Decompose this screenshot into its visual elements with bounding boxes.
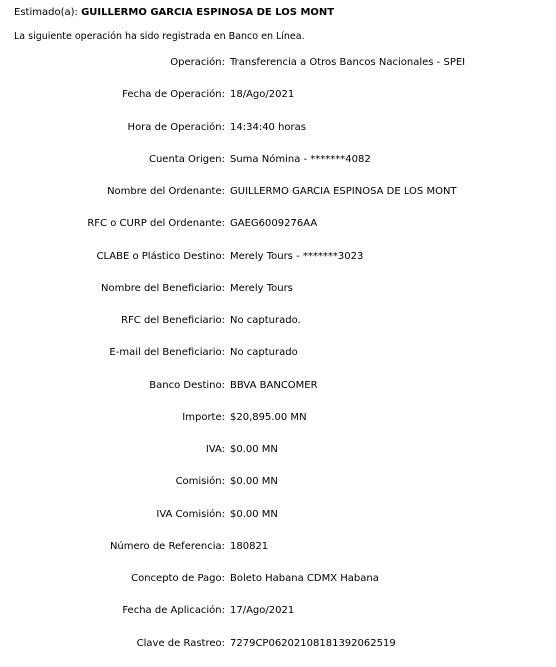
greeting-prefix: Estimado(a): xyxy=(14,7,78,18)
detail-label: RFC del Beneficiario: xyxy=(121,315,225,326)
intro-text: La siguiente operación ha sido registrada en Banco en Línea. xyxy=(14,31,305,42)
detail-value: Merely Tours - *******3023 xyxy=(230,250,364,262)
greeting-line xyxy=(14,6,334,20)
detail-label: Clave de Rastreo: xyxy=(136,637,225,649)
detail-row-concepto-pago xyxy=(0,570,556,602)
detail-label: Concepto de Pago: xyxy=(131,573,225,584)
detail-label: Hora de Operación: xyxy=(127,121,225,133)
detail-label: E-mail del Beneficiario: xyxy=(109,347,225,359)
detail-row-iva-comision xyxy=(0,506,556,538)
detail-value: $0.00 MN xyxy=(230,444,278,455)
customer-name: GUILLERMO GARCIA ESPINOSA DE LOS MONT xyxy=(81,7,335,18)
detail-row-rfc-beneficiario xyxy=(0,312,556,344)
detail-label: IVA Comisión: xyxy=(156,508,225,520)
detail-value: 14:34:40 horas xyxy=(230,121,306,133)
detail-row-fecha-aplicacion xyxy=(0,602,556,634)
detail-value: 18/Ago/2021 xyxy=(230,89,295,101)
detail-value: $0.00 MN xyxy=(230,476,278,488)
detail-label: Fecha de Operación: xyxy=(122,89,225,101)
detail-value: No capturado. xyxy=(230,315,301,326)
detail-row-cuenta-origen xyxy=(0,151,556,183)
detail-label: Nombre del Beneficiario: xyxy=(101,282,225,294)
detail-label: Comisión: xyxy=(175,476,225,488)
detail-row-email-beneficiario xyxy=(0,344,556,376)
detail-value: $20,895.00 MN xyxy=(230,411,307,423)
detail-value: GAEG6009276AA xyxy=(230,218,318,230)
detail-value: 17/Ago/2021 xyxy=(230,605,295,617)
detail-label: CLABE o Plástico Destino: xyxy=(96,250,225,262)
detail-value: BBVA BANCOMER xyxy=(230,379,318,391)
detail-row-hora-operacion xyxy=(0,119,556,151)
detail-value: $0.00 MN xyxy=(230,508,278,520)
detail-value: Boleto Habana CDMX Habana xyxy=(230,573,379,584)
detail-label: Fecha de Aplicación: xyxy=(122,605,225,617)
detail-row-operacion xyxy=(0,54,556,86)
detail-value: GUILLERMO GARCIA ESPINOSA DE LOS MONT xyxy=(230,186,457,197)
detail-row-importe xyxy=(0,409,556,441)
detail-value: Suma Nómina - *******4082 xyxy=(230,153,371,165)
detail-label: Número de Referencia: xyxy=(109,540,225,552)
detail-row-fecha-operacion xyxy=(0,86,556,118)
detail-row-rfc-ordenante xyxy=(0,215,556,247)
detail-row-nombre-ordenante xyxy=(0,183,556,215)
detail-value: 180821 xyxy=(230,540,269,552)
detail-label: Banco Destino: xyxy=(149,379,225,391)
detail-label: RFC o CURP del Ordenante: xyxy=(87,218,225,230)
detail-row-clabe-destino xyxy=(0,248,556,280)
detail-row-numero-referencia xyxy=(0,538,556,570)
detail-label: Importe: xyxy=(182,411,225,423)
detail-value: No capturado xyxy=(230,347,298,359)
detail-row-nombre-beneficiario xyxy=(0,280,556,312)
detail-row-comision xyxy=(0,473,556,505)
detail-row-clave-rastreo xyxy=(0,635,556,667)
detail-label: Nombre del Ordenante: xyxy=(107,186,225,197)
detail-value: Merely Tours xyxy=(230,282,293,294)
detail-label: IVA: xyxy=(205,444,225,455)
detail-label: Cuenta Origen: xyxy=(148,153,225,165)
detail-row-banco-destino xyxy=(0,377,556,409)
detail-value: Transferencia a Otros Bancos Nacionales - SPEI xyxy=(230,57,466,68)
detail-row-iva xyxy=(0,441,556,473)
detail-label: Operación: xyxy=(170,57,225,68)
operation-details xyxy=(0,54,556,667)
detail-value: 7279CP06202108181392062519 xyxy=(230,637,396,649)
